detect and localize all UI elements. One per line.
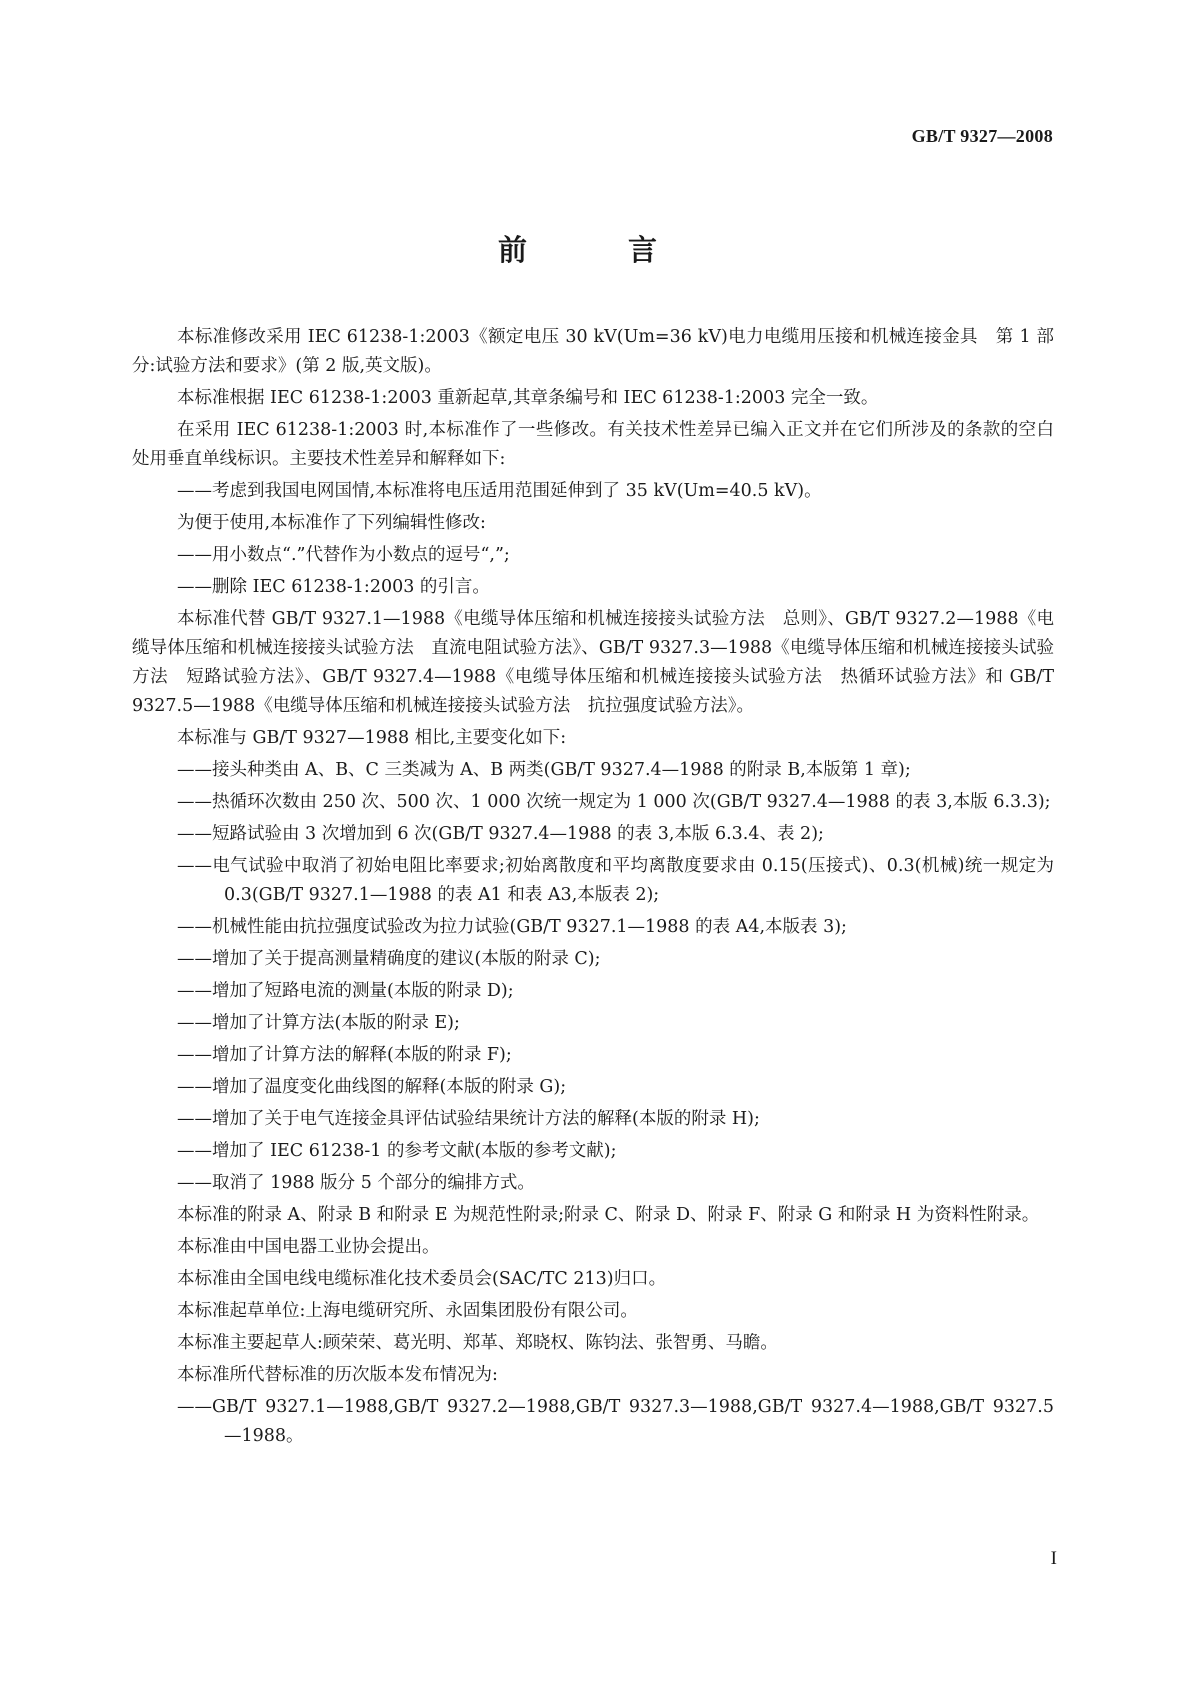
list-item: ——增加了计算方法(本版的附录 E); xyxy=(177,1013,460,1033)
page-title: 前 言 xyxy=(497,233,693,267)
list-item: ——取消了 1988 版分 5 个部分的编排方式。 xyxy=(177,1173,535,1193)
paragraph: 本标准代替 GB/T 9327.1—1988《电缆导体压缩和机械连接接头试验方法 总则》、GB/T 9327.2—1988《电缆导体压缩和机械连接接头试验方法 直流电阻试验方法》、GB/T 9327.3—1988《电缆导体压缩和机械连接接头试验方法 短路试验方法》、GB/T 9327.4—1988《电缆导体压缩和机械连接接头试验方法 热循环试验方法》和 GB/T 9327.5—1988《电缆导体压缩和机械连接接头试验方法 抗拉强度试验方法》。 xyxy=(132,609,1054,716)
list-item: ——增加了短路电流的测量(本版的附录 D); xyxy=(177,981,514,1001)
paragraph: 本标准主要起草人:顾荣荣、葛光明、郑革、郑晓权、陈钧法、张智勇、马瞻。 xyxy=(177,1333,778,1353)
paragraph: 本标准的附录 A、附录 B 和附录 E 为规范性附录;附录 C、附录 D、附录 F、附录 G 和附录 H 为资料性附录。 xyxy=(177,1205,1040,1225)
list-item: ——增加了计算方法的解释(本版的附录 F); xyxy=(177,1045,512,1065)
paragraph: 本标准与 GB/T 9327—1988 相比,主要变化如下: xyxy=(177,728,567,748)
paragraph: 本标准起草单位:上海电缆研究所、永固集团股份有限公司。 xyxy=(177,1301,638,1321)
list-item: ——电气试验中取消了初始电阻比率要求;初始离散度和平均离散度要求由 0.15(压接式)、0.3(机械)统一规定为 0.3(GB/T 9327.1—1988 的表 A1 和表 A3,本版表 2); xyxy=(177,856,1054,905)
list-item: ——删除 IEC 61238-1:2003 的引言。 xyxy=(177,577,490,597)
paragraph: 在采用 IEC 61238-1:2003 时,本标准作了一些修改。有关技术性差异已编入正文并在它们所涉及的条款的空白处用垂直单线标识。主要技术性差异和解释如下: xyxy=(132,420,1054,469)
list-item: ——热循环次数由 250 次、500 次、1 000 次统一规定为 1 000 次(GB/T 9327.4—1988 的表 3,本版 6.3.3); xyxy=(177,792,1051,812)
list-item: ——用小数点“.”代替作为小数点的逗号“,”; xyxy=(177,545,510,565)
page-number: I xyxy=(1050,1548,1057,1569)
list-item: ——机械性能由抗拉强度试验改为拉力试验(GB/T 9327.1—1988 的表 A4,本版表 3); xyxy=(177,917,847,937)
paragraph: 本标准由全国电线电缆标准化技术委员会(SAC/TC 213)归口。 xyxy=(177,1269,667,1289)
list-item: ——增加了关于提高测量精确度的建议(本版的附录 C); xyxy=(177,949,601,969)
list-item: ——增加了温度变化曲线图的解释(本版的附录 G); xyxy=(177,1077,567,1097)
list-item: ——增加了关于电气连接金具评估试验结果统计方法的解释(本版的附录 H); xyxy=(177,1109,760,1129)
paragraph: 本标准修改采用 IEC 61238-1:2003《额定电压 30 kV(Um=36 kV)电力电缆用压接和机械连接金具 第 1 部分:试验方法和要求》(第 2 版,英文版)。 xyxy=(132,327,1054,376)
list-item: ——GB/T 9327.1—1988,GB/T 9327.2—1988,GB/T 9327.3—1988,GB/T 9327.4—1988,GB/T 9327.5—1988。 xyxy=(177,1397,1054,1446)
list-item: ——考虑到我国电网国情,本标准将电压适用范围延伸到了 35 kV(Um=40.5 kV)。 xyxy=(177,481,822,501)
list-item: ——短路试验由 3 次增加到 6 次(GB/T 9327.4—1988 的表 3,本版 6.3.4、表 2); xyxy=(177,824,824,844)
foreword-body xyxy=(132,323,1054,1454)
standard-code: GB/T 9327—2008 xyxy=(911,126,1053,146)
paragraph: 为便于使用,本标准作了下列编辑性修改: xyxy=(177,513,486,533)
list-item: ——接头种类由 A、B、C 三类减为 A、B 两类(GB/T 9327.4—1988 的附录 B,本版第 1 章); xyxy=(177,760,911,780)
paragraph: 本标准所代替标准的历次版本发布情况为: xyxy=(177,1365,498,1385)
paragraph: 本标准根据 IEC 61238-1:2003 重新起草,其章条编号和 IEC 61238-1:2003 完全一致。 xyxy=(177,388,879,408)
paragraph: 本标准由中国电器工业协会提出。 xyxy=(177,1237,440,1257)
list-item: ——增加了 IEC 61238-1 的参考文献(本版的参考文献); xyxy=(177,1141,617,1161)
